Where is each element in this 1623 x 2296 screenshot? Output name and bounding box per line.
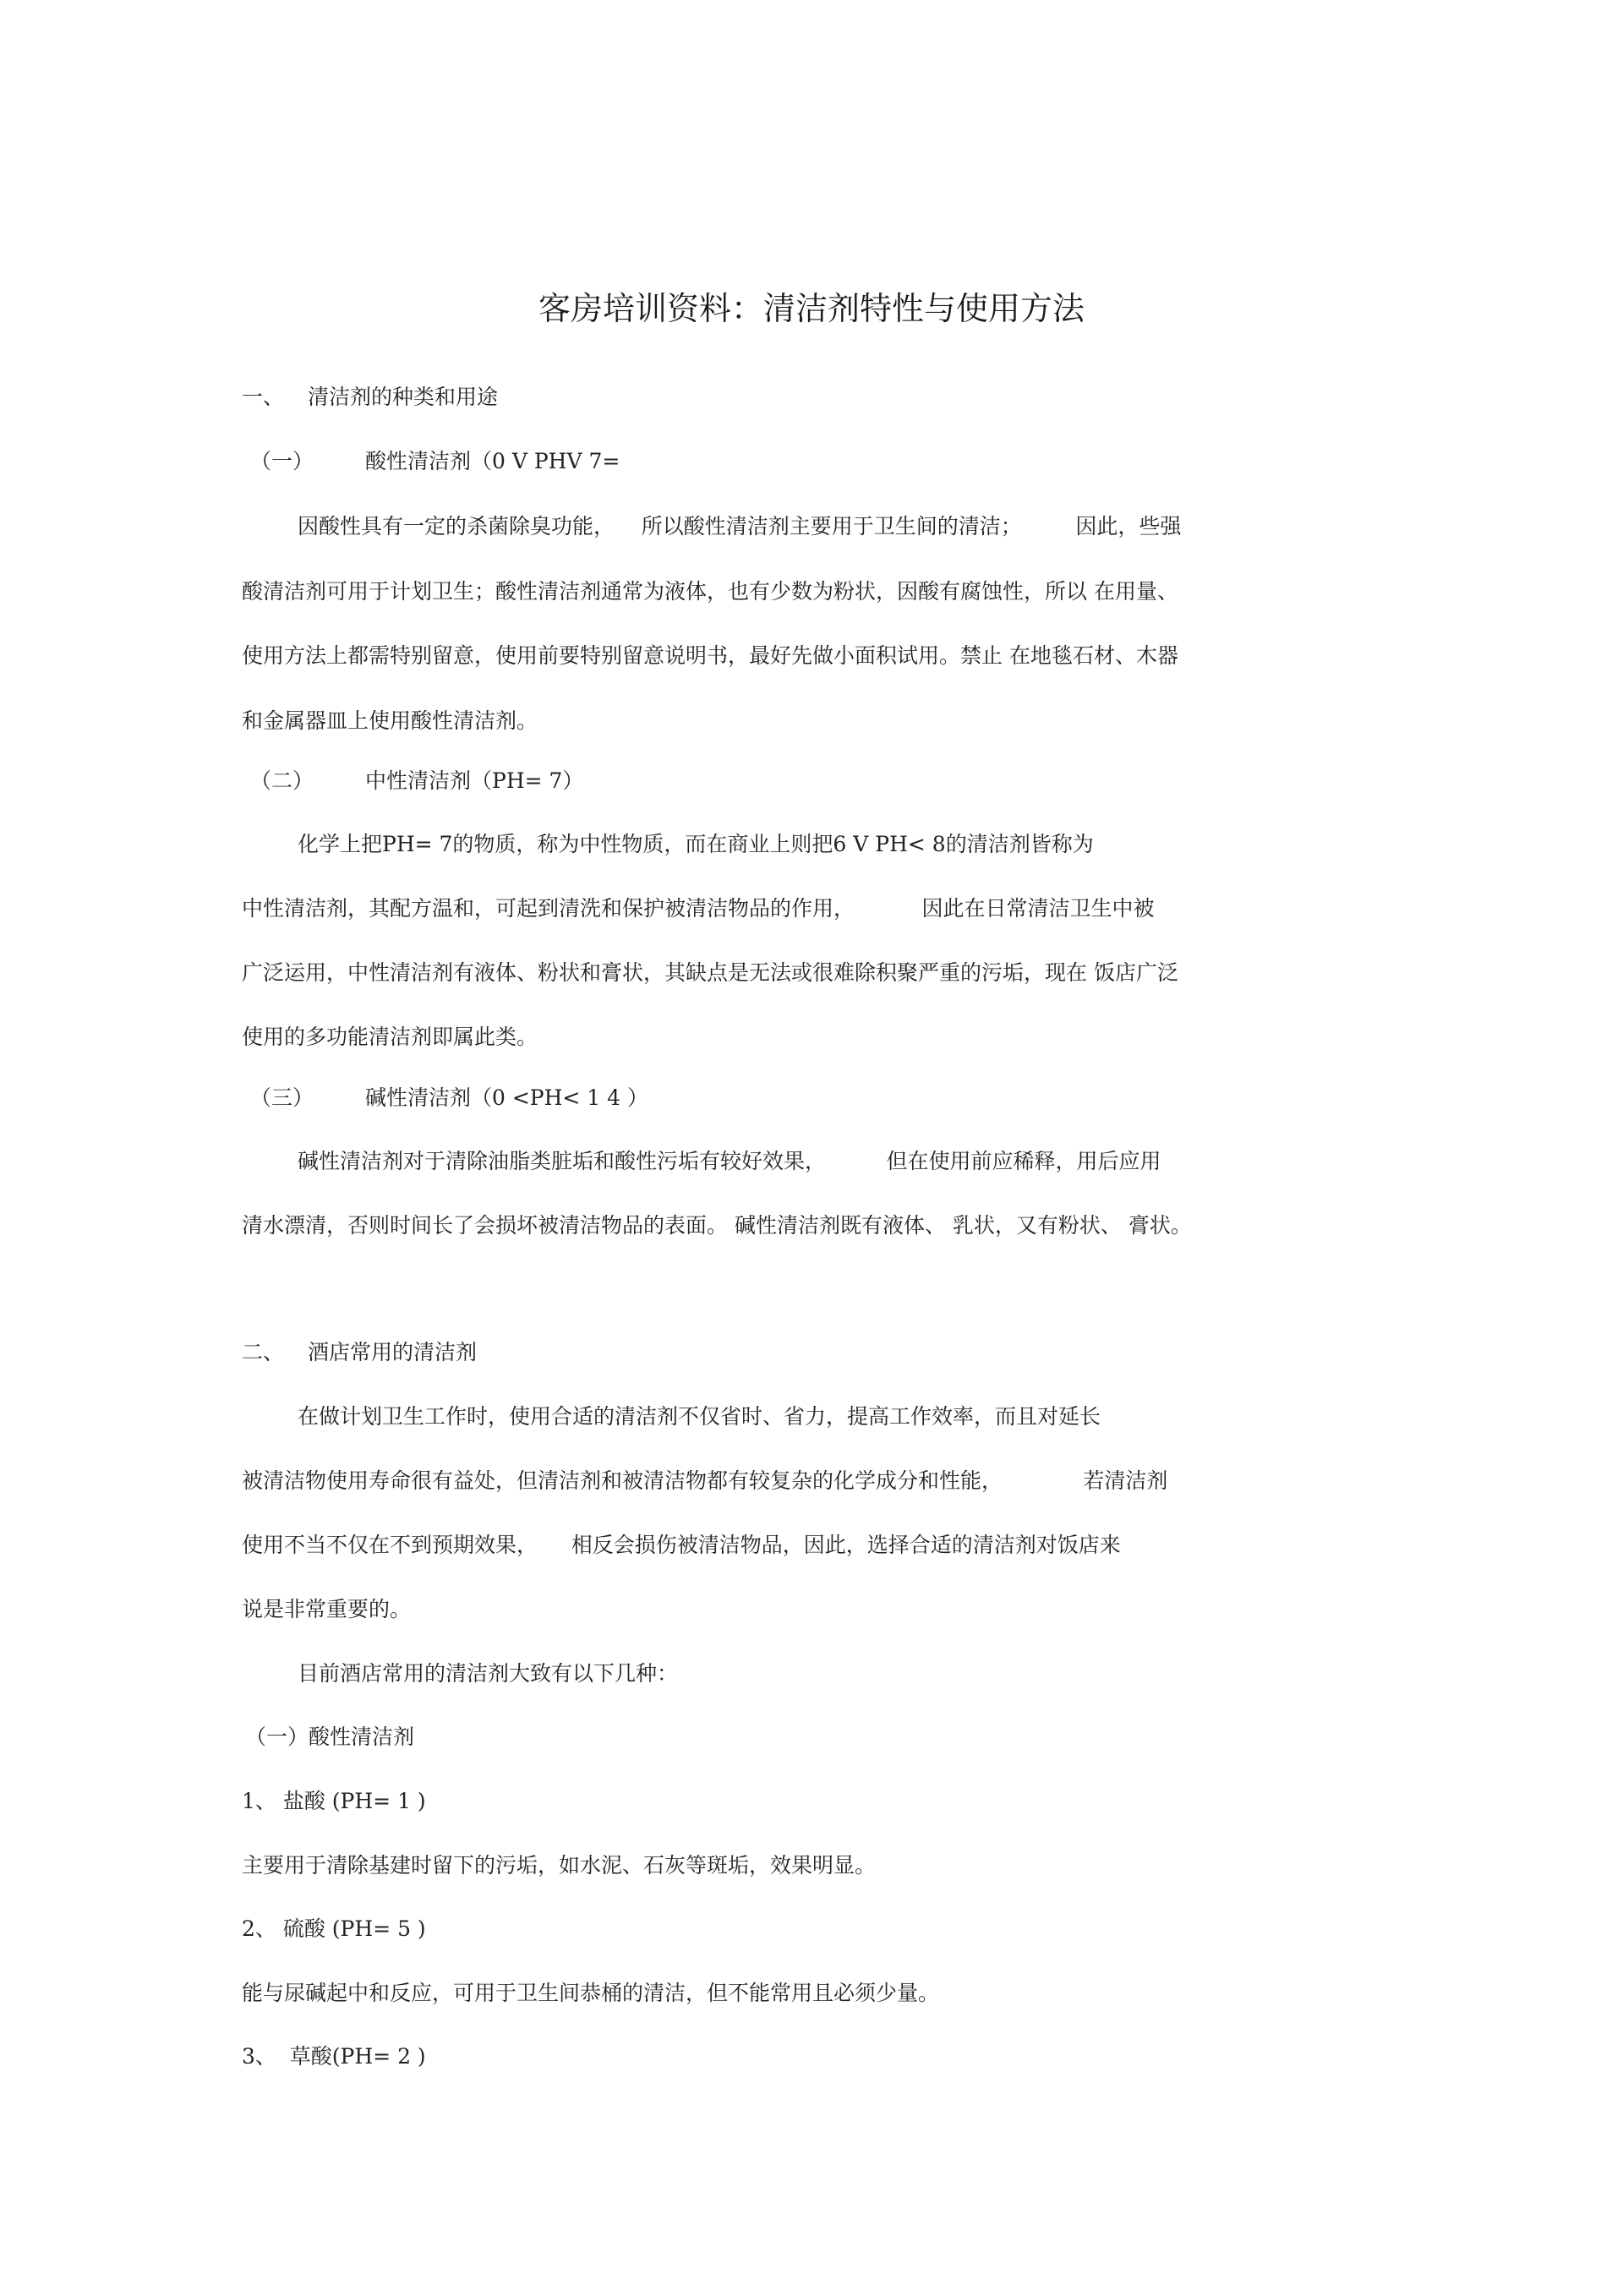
paragraph-line: 使用的多功能清洁剂即属此类。 [242,1025,538,1049]
paragraph-line: 中性清洁剂，其配方温和，可起到清洗和保护被清洁物品的作用， 因此在日常清洁卫生中被 [242,896,1155,921]
list-item-label: 1、 盐酸 (PH= 1 ) [242,1789,426,1813]
list-item-description: 主要用于清除基建时留下的污垢，如水泥、石灰等斑垢，效果明显。 [242,1853,877,1878]
subsection-alkaline-title: 碱性清洁剂（0 <PH< 1 4 ） [365,1085,649,1110]
section-2-heading [242,1336,477,1369]
paragraph-line: 说是非常重要的。 [242,1597,412,1621]
paragraph-line: 清水漂清，否则时间长了会损坏被清洁物品的表面。 碱性清洁剂既有液体、 乳状，又有粉状、 膏状。 [242,1213,1192,1238]
paragraph-line: 使用方法上都需特别留意，使用前要特别留意说明书，最好先做小面积试用。禁止 在地毯石材、木器 [242,643,1178,668]
subsection-neutral-heading [250,764,583,798]
paragraph-line: 酸清洁剂可用于计划卫生；酸性清洁剂通常为液体，也有少数为粉状，因酸有腐蚀性，所以 在用量、 [242,579,1178,604]
paragraph-line: 和金属器皿上使用酸性清洁剂。 [242,708,538,733]
list-item-label: 2、 硫酸 (PH= 5 ) [242,1916,426,1941]
subsection-neutral-number: （二） [250,768,314,793]
document-title: 客房培训资料：清洁剂特性与使用方法 [538,290,1085,327]
paragraph-line: 在做计划卫生工作时，使用合适的清洁剂不仅省时、省力，提高工作效率，而且对延长 [298,1404,1101,1429]
paragraph-line: 因酸性具有一定的杀菌除臭功能， 所以酸性清洁剂主要用于卫生间的清洁； 因此，些强 [298,514,1182,538]
paragraph-line: 被清洁物使用寿命很有益处，但清洁剂和被清洁物都有较复杂的化学成分和性能， 若清洁剂 [242,1468,1168,1493]
section-2-number: 二、 [242,1340,285,1364]
subsection-alkaline-heading [250,1081,648,1115]
acid-cleaners-heading: （一）酸性清洁剂 [245,1725,415,1749]
subsection-acid-heading [250,445,620,478]
paragraph-line: 化学上把PH= 7的物质，称为中性物质，而在商业上则把6 V PH< 8的清洁剂皆称为 [298,832,1094,856]
section-1-heading [242,380,498,414]
subsection-acid-number: （一） [250,449,314,473]
section-1-number: 一、 [242,385,285,409]
subsection-neutral-title: 中性清洁剂（PH= 7） [365,768,584,793]
list-item-label: 3、 草酸(PH= 2 ) [242,2044,426,2069]
list-item-description: 能与尿碱起中和反应，可用于卫生间恭桶的清洁，但不能常用且必须少量。 [242,1981,940,2005]
subsection-alkaline-number: （三） [250,1085,314,1110]
list-intro: 目前酒店常用的清洁剂大致有以下几种： [298,1661,679,1686]
paragraph-line: 广泛运用，中性清洁剂有液体、粉状和膏状，其缺点是无法或很难除积聚严重的污垢，现在 饭店广泛 [242,960,1178,985]
paragraph-line: 使用不当不仅在不到预期效果， 相反会损伤被清洁物品，因此，选择合适的清洁剂对饭店来 [242,1533,1121,1557]
section-2-title: 酒店常用的清洁剂 [308,1340,478,1364]
subsection-acid-title: 酸性清洁剂（0 V PHV 7= [365,449,620,473]
section-1-title: 清洁剂的种类和用途 [308,385,499,409]
paragraph-line: 碱性清洁剂对于清除油脂类脏垢和酸性污垢有较好效果， 但在使用前应稀释，用后应用 [298,1149,1161,1173]
